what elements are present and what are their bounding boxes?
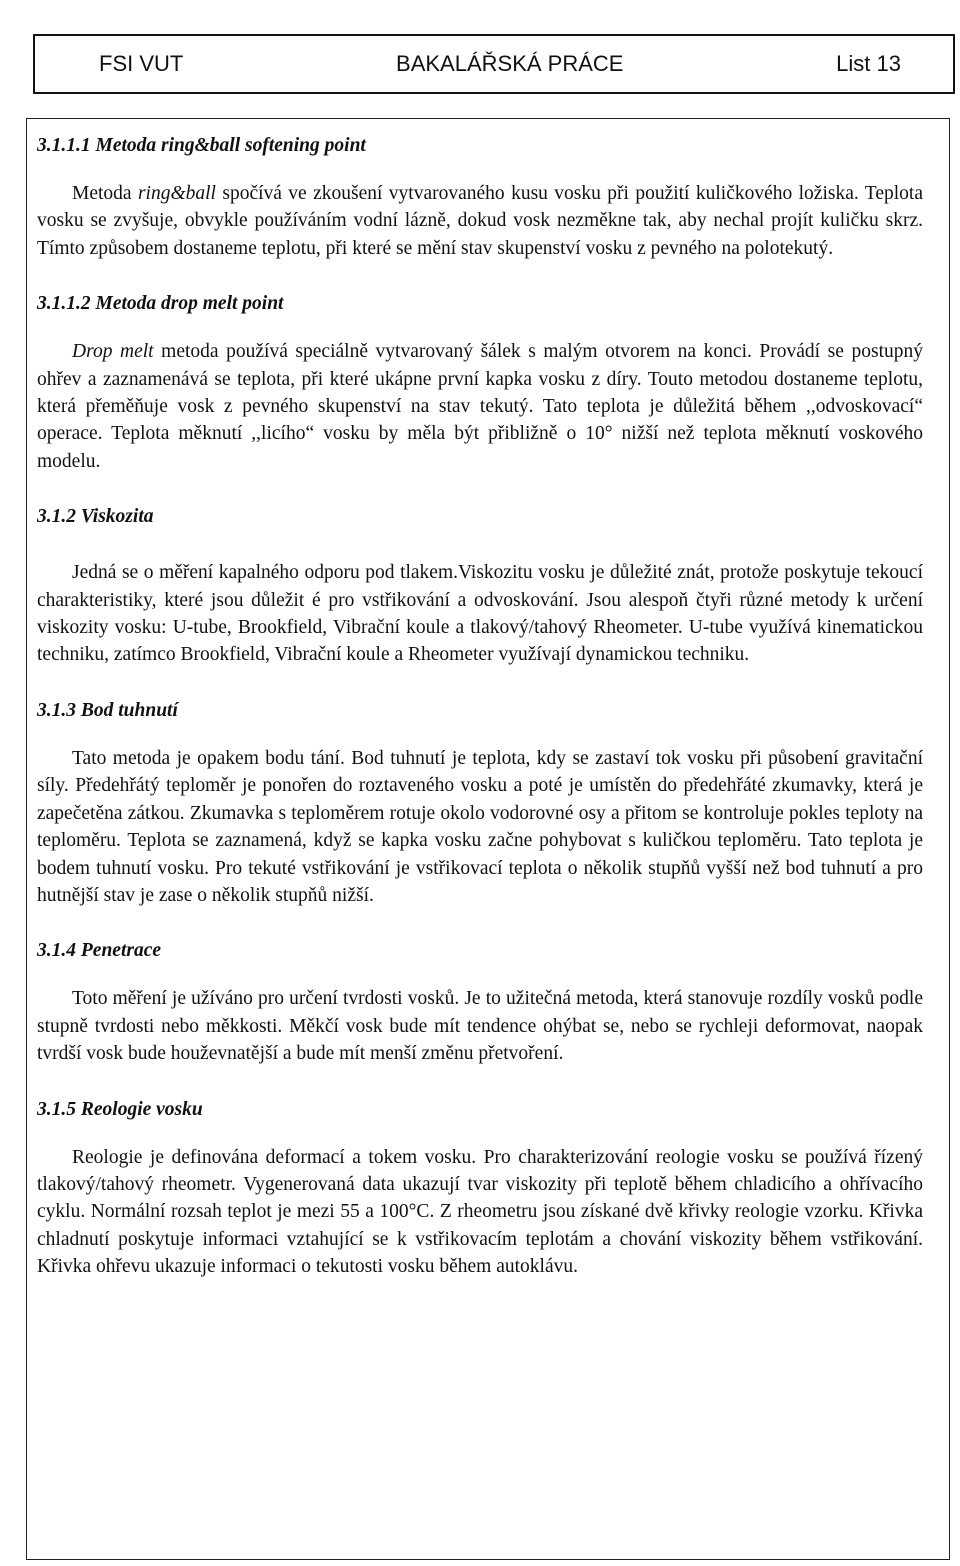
header-institution: FSI VUT	[99, 51, 184, 76]
header-document-type: BAKALÁŘSKÁ PRÁCE	[396, 51, 624, 76]
section-paragraph	[37, 338, 923, 475]
section-bod-tuhnuti	[37, 691, 923, 909]
section-drop-melt	[37, 284, 923, 475]
section-heading: 3.1.1.1 Metoda ring&ball softening point	[37, 135, 366, 156]
section-viskozita	[37, 497, 923, 669]
section-paragraph: Jedná se o měření kapalného odporu pod tlakem.Viskozitu vosku je důležité znát, protože poskytuje tekoucí charakteristiky, které jsou důležit é pro vstřikování a odvoskování. Jsou alespoň čtyři různé metody k určení viskozity vosku: U-tube, Brookfield, Vibrační koule a tlakový/tahový Rheometer. U-tube využívá kinematickou techniku, zatímco Brookfield, Vibrační koule a Rheometer využívají dynamickou techniku.	[37, 562, 923, 666]
document-body	[37, 126, 923, 1299]
page-header	[33, 34, 955, 94]
section-paragraph: Reologie je definována deformací a tokem vosku. Pro charakterizování reologie vosku se používá řízený tlakový/tahový rheometr. Vygenerovaná data ukazují tvar viskozity při teplotě během chladicího a ohřívacího cyklu. Normální rozsah teplot je mezi 55 a 100°C. Z rheometru jsou získané dvě křivky reologie vzorku. Křivka chladnutí poskytuje informaci vztahující se k vstřikovacím teplotám a chování viskozity během vstřikování. Křivka ohřevu ukazuje informaci o tekutosti vosku během autoklávu.	[37, 1146, 923, 1278]
section-penetrace	[37, 931, 923, 1067]
paragraph-italic-term: Drop melt	[72, 341, 154, 363]
section-heading: 3.1.1.2 Metoda drop melt point	[37, 293, 284, 315]
section-heading: 3.1.4 Penetrace	[37, 940, 162, 962]
section-ring-ball	[37, 126, 923, 262]
paragraph-text: metoda používá speciálně vytvarovaný šálek s malým otvorem na konci. Provádí se postupný ohřev a zaznamenává se teplota, při které ukápne první kapka vosku z díry. Touto metodou dostaneme teplotu, která přeměňuje vosk z pevného skupenství na stav tekutý. Tato teplota je důležitá během ,,odvoskovací“ operace. Teplota měknutí ,,licího“ vosku by měla být přibližně o 10° nižší než teplota měknutí voskového modelu.	[37, 341, 923, 472]
section-heading: 3.1.2 Viskozita	[37, 506, 154, 528]
section-reologie	[37, 1090, 923, 1281]
section-heading: 3.1.3 Bod tuhnutí	[37, 699, 178, 721]
header-page-number: List 13	[836, 51, 901, 76]
paragraph-lead: Metoda	[72, 183, 138, 204]
section-heading: 3.1.5 Reologie vosku	[37, 1098, 203, 1120]
section-paragraph: Tato metoda je opakem bodu tání. Bod tuhnutí je teplota, kdy se zastaví tok vosku při působení gravitační síly. Předehřátý teploměr je ponořen do roztaveného vosku a poté je umístěn do předehřáté zkumavky, která je zapečetěna zátkou. Zkumavka s teploměrem rotuje okolo vodorovné osy a přitom se kontroluje pokles teploty na teploměru. Teplota se zaznamená, když se kapka vosku začne pohybovat s kuličkou teploměru. Tato teplota je bodem tuhnutí vosku. Pro tekuté vstřikování je vstřikovací teplota o několik stupňů vyšší než bod tuhnutí a pro hutnější stav je zase o několik stupňů nižší.	[37, 747, 923, 906]
section-paragraph: Toto měření je užíváno pro určení tvrdosti vosků. Je to užitečná metoda, která stanovuje rozdíly vosků podle stupně tvrdosti nebo měkkosti. Měkčí vosk bude mít tendence ohýbat se, nebo se rychleji deformovat, naopak tvrdší vosk bude houževnatější a bude mít menší změnu přetvoření.	[37, 988, 923, 1065]
paragraph-text: spočívá ve zkoušení vytvarovaného kusu vosku při použití kuličkového ložiska. Teplota vosku se zvyšuje, obvykle používáním vodní lázně, dokud vosk nezměkne tak, aby nechal projít kuličku skrz. Tímto způsobem dostaneme teplotu, při které se mění stav skupenství vosku z pevného na polotekutý.	[37, 183, 923, 259]
section-paragraph	[37, 180, 923, 262]
paragraph-italic-term: ring&ball	[137, 183, 216, 204]
